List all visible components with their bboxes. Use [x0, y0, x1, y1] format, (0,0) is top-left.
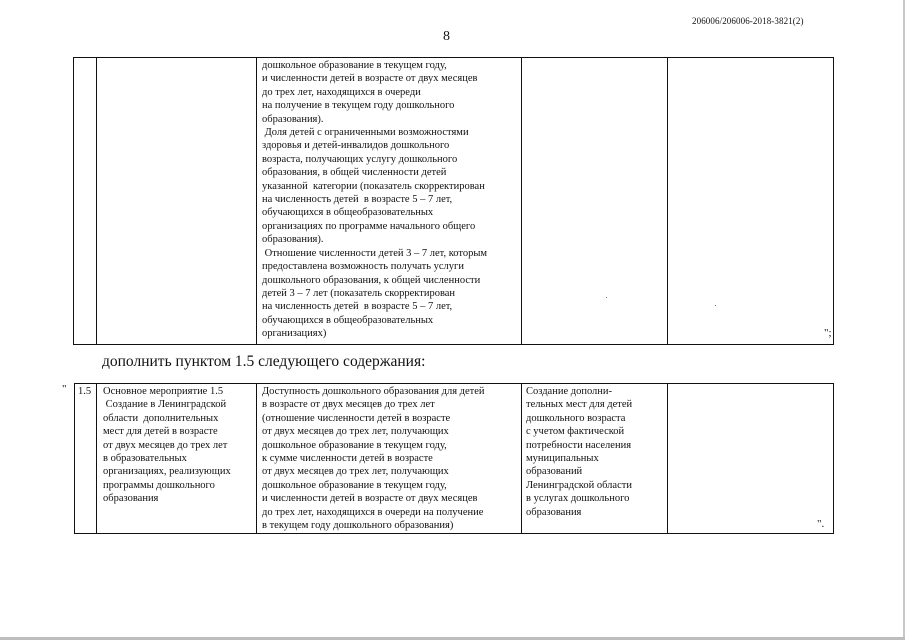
- table2-col-line: [833, 383, 834, 534]
- table1-col-line: [256, 57, 257, 345]
- amendment-instruction: дополнить пунктом 1.5 следующего содержания:: [102, 353, 426, 370]
- activity-description: Основное мероприятие 1.5 Создание в Ленинградской области дополнительных мест для детей в возрасте от двух месяцев до трех лет в образовательных организациях, реализующих программы дошкольного образования: [103, 386, 231, 505]
- document-id: 206006/206006-2018-3821(2): [692, 16, 804, 26]
- table2-bottom-border: [74, 533, 834, 534]
- expected-result: Создание дополни- тельных мест для детей дошкольного возраста с учетом фактической потребности населения муниципальных образований Ленинградской области в услугах дошкольного образования: [526, 386, 633, 518]
- table2-col-line: [74, 383, 75, 534]
- indicator-description: Доступность дошкольного образования для детей в возрасте от двух месяцев до трех лет (отношение численности детей в возрасте от двух месяцев до трех лет, получающих дошкольное образование в текущем году, к сумме численности детей в возрасте от двух месяцев до трех лет, получающих дошкольное образование в текущем году, и численности детей в возрасте от двух месяцев до трех лет, находящихся в очереди на получение в текущем году дошкольного образования): [262, 386, 485, 532]
- table1-indicator-text: дошкольное образование в текущем году, и численности детей в возрасте от двух месяцев до трех лет, находящихся в очереди на получение в текущем году дошкольного образования). Доля детей с ограниченными возможностями здоровья и детей-инвалидов дошкольного возраста, получающих услугу дошкольного образования, в общей численности детей указанной категории (показатель скорректирован на численность детей в возрасте 5 – 7 лет, обучающихся в общеобразовательных организациях по программе начального общего образования). Отношение численности детей 3 – 7 лет, которым предоставлена возможность получать услуги дошкольного образования, к общей численности детей 3 – 7 лет (показатель скорректирован на численность детей в возрасте 5 – 7 лет, обучающихся в общеобразовательных организациях): [262, 60, 488, 340]
- table2-col-line: [96, 383, 97, 534]
- table1-col-line: [833, 57, 834, 345]
- item-number: 1.5: [78, 386, 92, 397]
- table2-col-line: [521, 383, 522, 534]
- table2-top-border: [74, 383, 834, 384]
- table1-col-line: [521, 57, 522, 345]
- table1-closing-quote: ";: [824, 327, 832, 339]
- page-number: 8: [443, 29, 450, 44]
- table1-col-line: [96, 57, 97, 345]
- table1-top-border: [73, 57, 834, 58]
- scan-speck: [606, 297, 607, 298]
- scan-speck: [715, 305, 716, 306]
- table2-col-line: [256, 383, 257, 534]
- table2-opening-quote: ": [62, 383, 67, 395]
- table2-closing-quote: ".: [817, 518, 825, 530]
- table1-col-line: [73, 57, 74, 345]
- table1-bottom-border: [73, 344, 834, 345]
- table2-col-line: [667, 383, 668, 534]
- table1-col-line: [667, 57, 668, 345]
